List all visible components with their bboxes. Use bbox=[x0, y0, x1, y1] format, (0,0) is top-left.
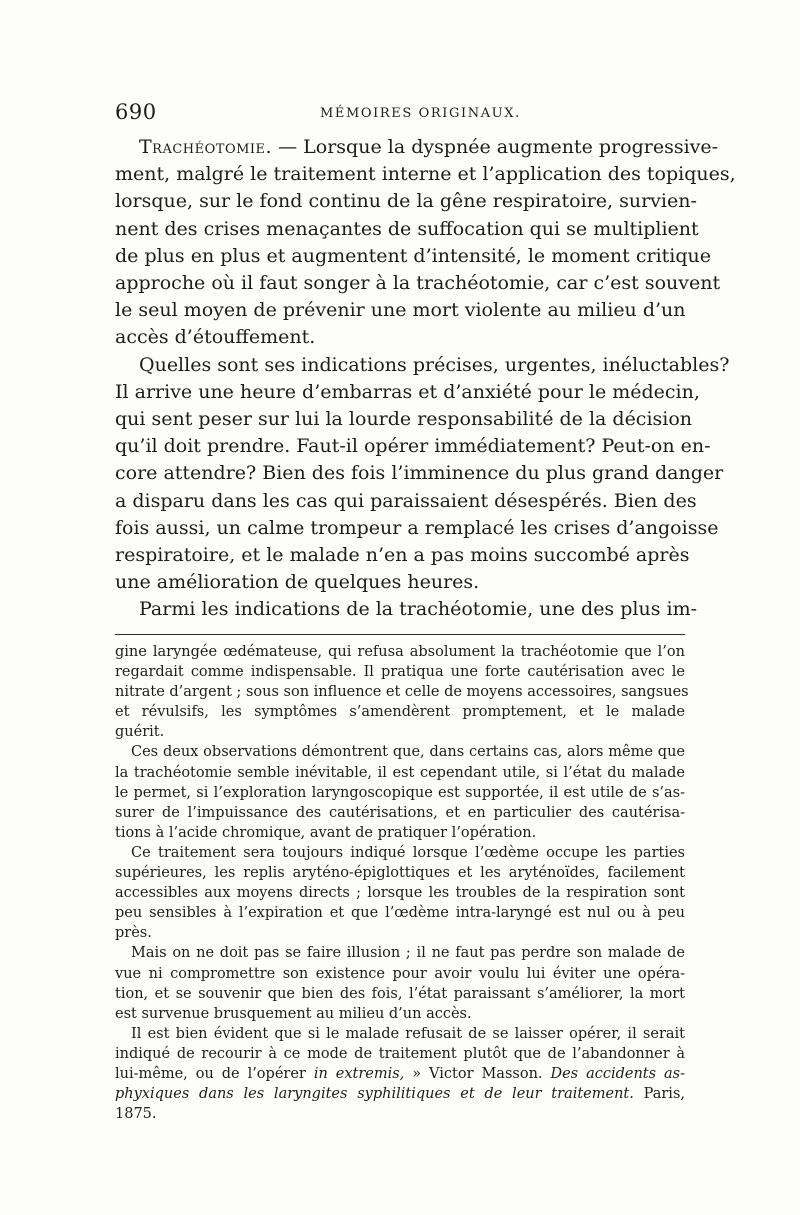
footnote-line: tions à l’acide chromique, avant de pratiquer l’opération. bbox=[115, 824, 537, 841]
text-line: approche où il faut songer à la trachéotomie, car c’est souvent bbox=[115, 272, 721, 295]
running-title: MÉMOIRES ORIGINAUX. bbox=[320, 106, 521, 121]
footnote-line: près. bbox=[115, 925, 152, 942]
footnote-line: nitrate d’argent ; sous son influence et celle de moyens accessoires, sangsues bbox=[115, 684, 689, 701]
text-line: core attendre? Bien des fois l’imminence du plus grand danger bbox=[115, 462, 724, 485]
footnote-line: vue ni compromettre son existence pour avoir voulu lui éviter une opéra- bbox=[115, 965, 685, 982]
footnote-line: 1875. bbox=[115, 1106, 157, 1123]
footnote-line: et révulsifs, les symptômes s’amendèrent promptement, et le malade bbox=[115, 704, 685, 721]
footnote-text: lui-même, ou de l’opérer bbox=[115, 1065, 314, 1082]
footnote-rule bbox=[115, 634, 685, 635]
footnote-line bbox=[115, 1084, 685, 1104]
paragraph-tracheotomie bbox=[115, 134, 736, 352]
footnote-line: peu sensibles à l’expiration et que l’œdème intra-laryngé est nul ou à peu bbox=[115, 905, 685, 922]
footnote-line: gine laryngée œdémateuse, qui refusa absolument la trachéotomie que l’on bbox=[115, 644, 685, 660]
text-line: Il arrive une heure d’embarras et d’anxiété pour le médecin, bbox=[115, 380, 700, 403]
main-text bbox=[115, 134, 736, 624]
text-line-part: — Lorsque la dyspnée augmente progressive- bbox=[272, 136, 719, 158]
footnote-italic: Des accidents as- bbox=[550, 1065, 685, 1082]
text-line: nent des crises menaçantes de suffocation qui se multiplient bbox=[115, 217, 699, 240]
footnote-line: indiqué de recourir à ce mode de traitement plutôt que de l’abandonner à bbox=[115, 1045, 685, 1062]
text-line: accès d’étouffement. bbox=[115, 326, 316, 349]
footnote-line: regardait comme indispensable. Il pratiqua une forte cautérisation avec le bbox=[115, 664, 685, 681]
text-line: respiratoire, et le malade n’en a pas moins succombé après bbox=[115, 544, 690, 567]
footnote-line: la trachéotomie semble inévitable, il est cependant utile, si l’état du malade bbox=[115, 764, 685, 781]
footnote-line: surer de l’impuissance des cautérisations, et en particulier des cautérisa- bbox=[115, 804, 685, 821]
footnote-line: le permet, si l’exploration laryngoscopique est supportée, il est utile de s’as- bbox=[115, 784, 685, 801]
text-line: le seul moyen de prévenir une mort violente au milieu d’un bbox=[115, 299, 686, 322]
footnote-line: Mais on ne doit pas se faire illusion ; il ne faut pas perdre son malade de bbox=[131, 945, 685, 962]
text-line: lorsque, sur le fond continu de la gêne respiratoire, survien- bbox=[115, 190, 697, 213]
text-line: qui sent peser sur lui la lourde responsabilité de la décision bbox=[115, 408, 693, 431]
footnote-line: tion, et se souvenir que bien des fois, l’état paraissant s’améliorer, la mort bbox=[115, 985, 685, 1002]
footnote-line: Ce traitement sera toujours indiqué lorsque l’œdème occupe les parties bbox=[131, 844, 685, 861]
text-line: une amélioration de quelques heures. bbox=[115, 571, 480, 594]
text-line: Parmi les indications de la trachéotomie, une des plus im- bbox=[139, 598, 698, 621]
footnote-line bbox=[115, 1064, 685, 1084]
paragraph-indications bbox=[115, 352, 730, 597]
page-header bbox=[115, 100, 685, 130]
footnote-italic: in extremis, bbox=[313, 1065, 405, 1082]
footnote-line: supérieures, les replis aryténo-épiglottiques et les aryténoïdes, facilement bbox=[115, 865, 685, 882]
text-line: ment, malgré le traitement interne et l’application des topiques, bbox=[115, 163, 736, 186]
footnote-line: est survenue brusquement au milieu d’un accès. bbox=[115, 1005, 472, 1022]
footnote-line: Il est bien évident que si le malade refusait de se laisser opérer, il serait bbox=[131, 1025, 685, 1042]
footnote-line: Ces deux observations démontrent que, dans certains cas, alors même que bbox=[131, 744, 685, 761]
text-line: qu’il doit prendre. Faut-il opérer immédiatement? Peut-on en- bbox=[115, 435, 711, 458]
text-line: fois aussi, un calme trompeur a remplacé les crises d’angoisse bbox=[115, 516, 719, 539]
footnote-line: guérit. bbox=[115, 724, 165, 741]
footnote-italic: phyxiques dans les laryngites syphilitiques et de leur traitement. bbox=[115, 1086, 634, 1103]
text-line: de plus en plus et augmentent d’intensité, le moment critique bbox=[115, 244, 711, 267]
text-line bbox=[115, 134, 719, 161]
footnotes bbox=[115, 642, 689, 1124]
footnote-text: Paris, bbox=[633, 1086, 685, 1103]
footnote-text: » Victor Masson. bbox=[404, 1065, 551, 1082]
paragraph-parmi bbox=[115, 596, 698, 623]
text-line: Quelles sont ses indications précises, urgentes, inéluctables? bbox=[139, 353, 730, 376]
text-line: a disparu dans les cas qui paraissaient désespérés. Bien des bbox=[115, 489, 697, 512]
section-heading: Trachéotomie. bbox=[139, 136, 273, 158]
page-number: 690 bbox=[115, 100, 157, 124]
footnote-line: accessibles aux moyens directs ; lorsque les troubles de la respiration sont bbox=[115, 885, 685, 902]
